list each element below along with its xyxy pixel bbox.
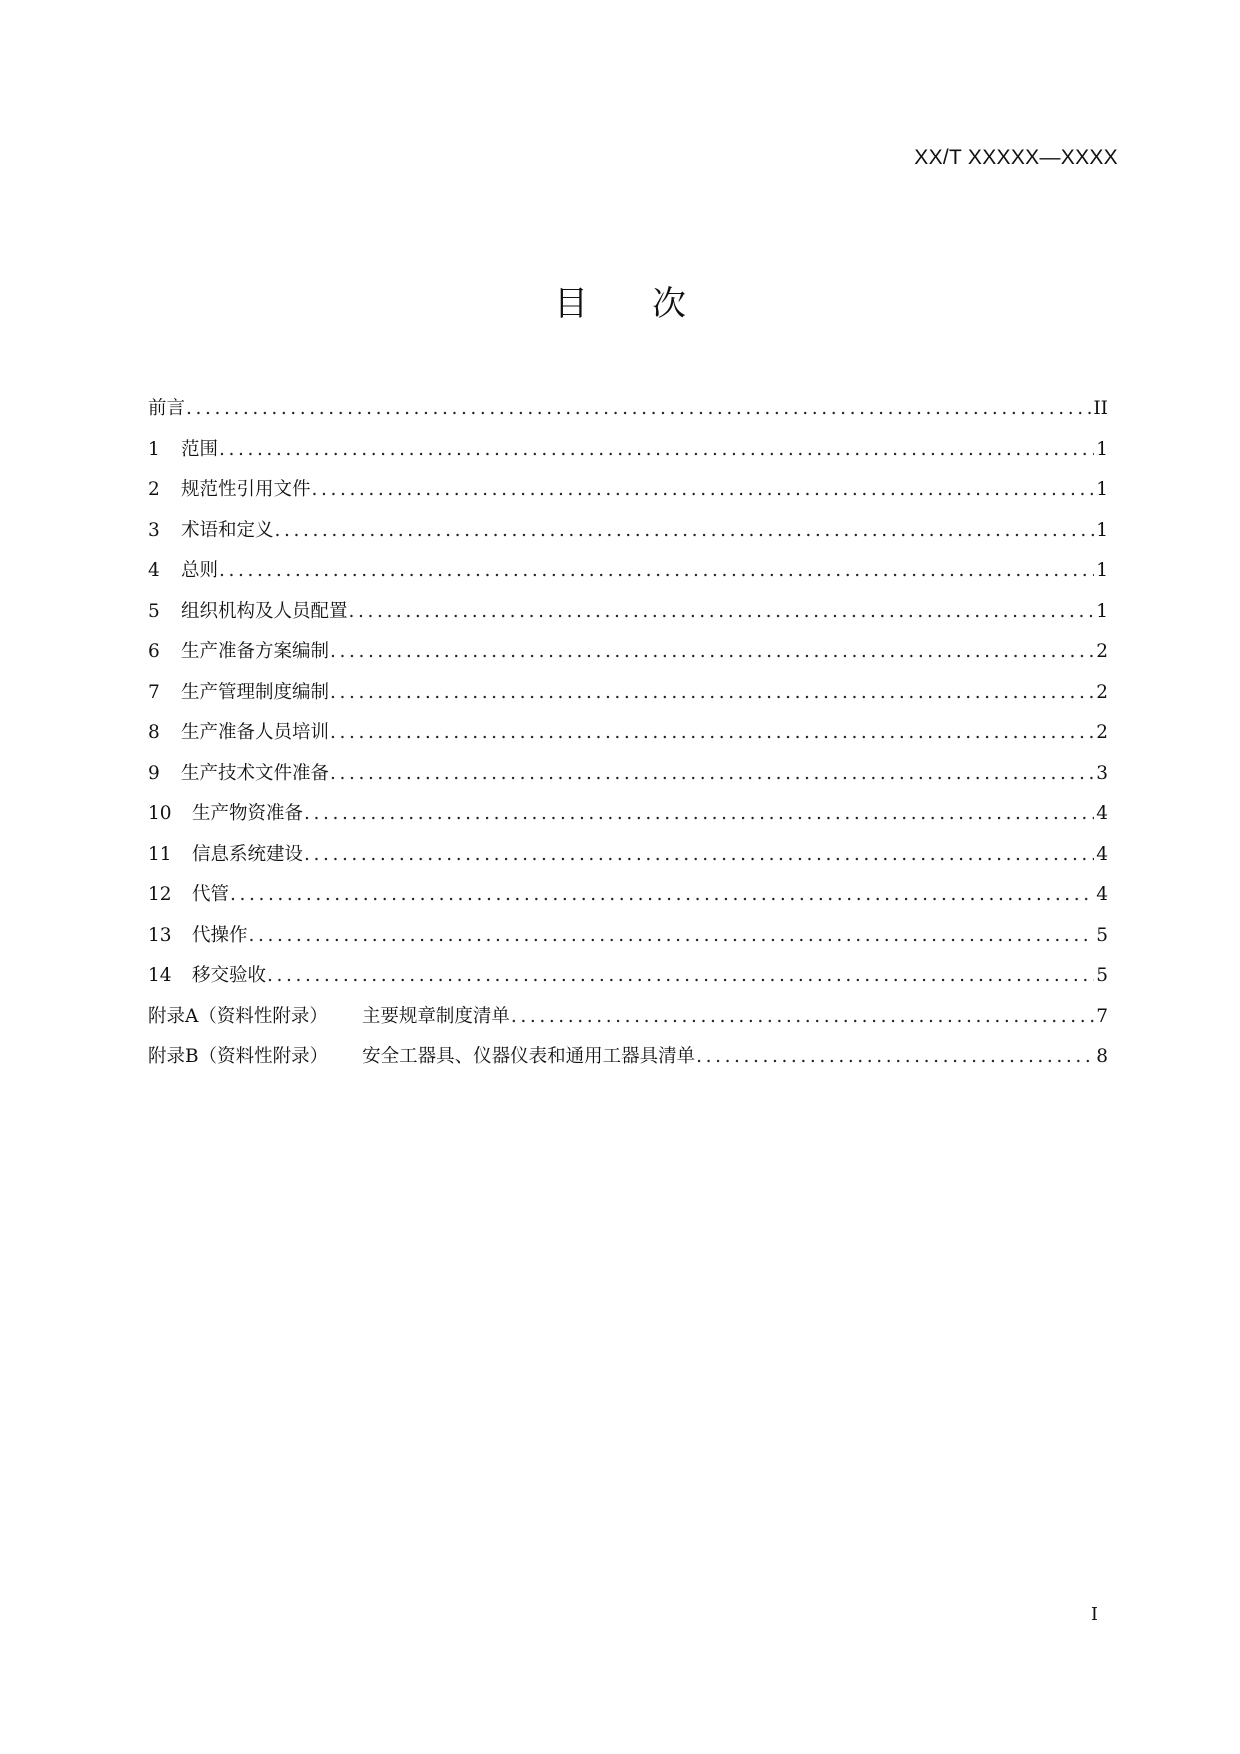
toc-entry-3[interactable]	[148, 511, 1108, 552]
toc-entry-text: 生产技术文件准备	[181, 762, 330, 784]
dot-leader	[219, 551, 1094, 592]
toc-entry-text: 组织机构及人员配置	[181, 600, 348, 622]
toc-entry-4[interactable]	[148, 551, 1108, 592]
dot-leader	[330, 632, 1094, 673]
toc-entry-page: 1	[1096, 519, 1108, 541]
toc-entry-text: 移交验收	[192, 965, 267, 986]
dot-leader	[275, 511, 1095, 552]
document-code: XX/T XXXXX—XXXX	[914, 146, 1118, 169]
toc-entry-number: 5	[148, 600, 160, 622]
toc-entry-page: II	[1093, 398, 1108, 419]
toc-entry-11[interactable]	[148, 835, 1108, 876]
toc-entry-number: 11	[148, 843, 172, 865]
toc-entry-annex-a[interactable]	[148, 997, 1108, 1038]
toc-entry-number: 4	[148, 560, 160, 581]
toc-entry-page: 4	[1096, 843, 1108, 865]
toc-entry-page: 8	[1096, 1046, 1108, 1067]
toc-annex-label: 附录B（资料性附录）	[148, 1046, 329, 1067]
toc-entry-number: 10	[148, 803, 172, 824]
dot-leader	[696, 1037, 1094, 1078]
toc-entry-text: 信息系统建设	[192, 843, 304, 865]
toc-entry-page: 5	[1096, 965, 1108, 986]
toc-entry-5[interactable]	[148, 592, 1108, 633]
toc-entry-text: 前言	[148, 398, 186, 419]
toc-entry-page: 4	[1096, 803, 1108, 824]
toc-entry-text: 代管	[192, 884, 230, 905]
toc-entry-number: 14	[148, 965, 172, 986]
toc-entry-text: 生产物资准备	[192, 803, 304, 824]
toc-entry-text: 代操作	[192, 924, 248, 946]
dot-leader	[219, 430, 1094, 471]
toc-annex-label: 附录A（资料性附录）	[148, 1005, 328, 1027]
toc-entry-1[interactable]	[148, 430, 1108, 471]
toc-entry-number: 12	[148, 884, 172, 905]
toc-entry-page: 1	[1096, 600, 1108, 622]
toc-entry-8[interactable]	[148, 713, 1108, 754]
dot-leader	[304, 835, 1094, 876]
dot-leader	[267, 956, 1094, 997]
toc-entry-text: 总则	[181, 560, 219, 581]
toc-entry-text: 生产准备方案编制	[181, 641, 330, 662]
toc-entry-number: 7	[148, 681, 160, 703]
toc-entry-page: 2	[1096, 641, 1108, 662]
toc-entry-6[interactable]	[148, 632, 1108, 673]
toc-title	[0, 276, 1240, 325]
toc-entry-2[interactable]	[148, 470, 1108, 511]
toc-entry-9[interactable]	[148, 754, 1108, 795]
dot-leader	[249, 916, 1095, 957]
toc-entry-text: 术语和定义	[181, 519, 274, 541]
toc-entry-7[interactable]	[148, 673, 1108, 714]
toc-entry-number: 1	[148, 438, 160, 460]
toc-entry-page: 2	[1096, 681, 1108, 703]
toc-title-char: 次	[652, 284, 686, 324]
toc-entry-12[interactable]	[148, 875, 1108, 916]
toc-entry-annex-b[interactable]	[148, 1037, 1108, 1078]
dot-leader	[330, 713, 1094, 754]
toc-entry-number: 2	[148, 479, 160, 500]
toc-entry-10[interactable]	[148, 794, 1108, 835]
toc-entry-number: 9	[148, 762, 160, 784]
toc-entry-page: 1	[1096, 438, 1108, 460]
toc-entry-text: 规范性引用文件	[181, 479, 311, 500]
toc-entry-14[interactable]	[148, 956, 1108, 997]
dot-leader	[330, 673, 1094, 714]
toc-entry-page: 3	[1096, 762, 1108, 784]
dot-leader	[304, 794, 1094, 835]
toc-entry-preface[interactable]	[148, 389, 1108, 430]
toc-entry-page: 1	[1096, 560, 1108, 581]
toc-list	[148, 389, 1108, 1078]
dot-leader	[186, 389, 1091, 430]
toc-entry-page: 1	[1096, 479, 1108, 500]
dot-leader	[511, 997, 1094, 1038]
dot-leader	[312, 470, 1095, 511]
toc-entry-page: 7	[1096, 1005, 1108, 1027]
toc-entry-number: 3	[148, 519, 160, 541]
toc-entry-text: 生产管理制度编制	[181, 681, 330, 703]
toc-entry-number: 6	[148, 641, 160, 662]
toc-entry-page: 4	[1096, 884, 1108, 905]
dot-leader	[230, 875, 1094, 916]
toc-entry-number: 13	[148, 924, 172, 946]
page-number: I	[1090, 1604, 1098, 1625]
toc-entry-page: 2	[1096, 722, 1108, 743]
toc-title-char: 目	[554, 284, 588, 324]
toc-entry-text: 生产准备人员培训	[181, 722, 330, 743]
dot-leader	[330, 754, 1094, 795]
toc-entry-page: 5	[1096, 924, 1108, 946]
toc-entry-text: 主要规章制度清单	[361, 1005, 510, 1027]
dot-leader	[349, 592, 1095, 633]
toc-entry-number: 8	[148, 722, 160, 743]
toc-entry-13[interactable]	[148, 916, 1108, 957]
toc-entry-text: 范围	[181, 438, 219, 460]
toc-entry-text: 安全工器具、仪器仪表和通用工器具清单	[362, 1046, 696, 1067]
